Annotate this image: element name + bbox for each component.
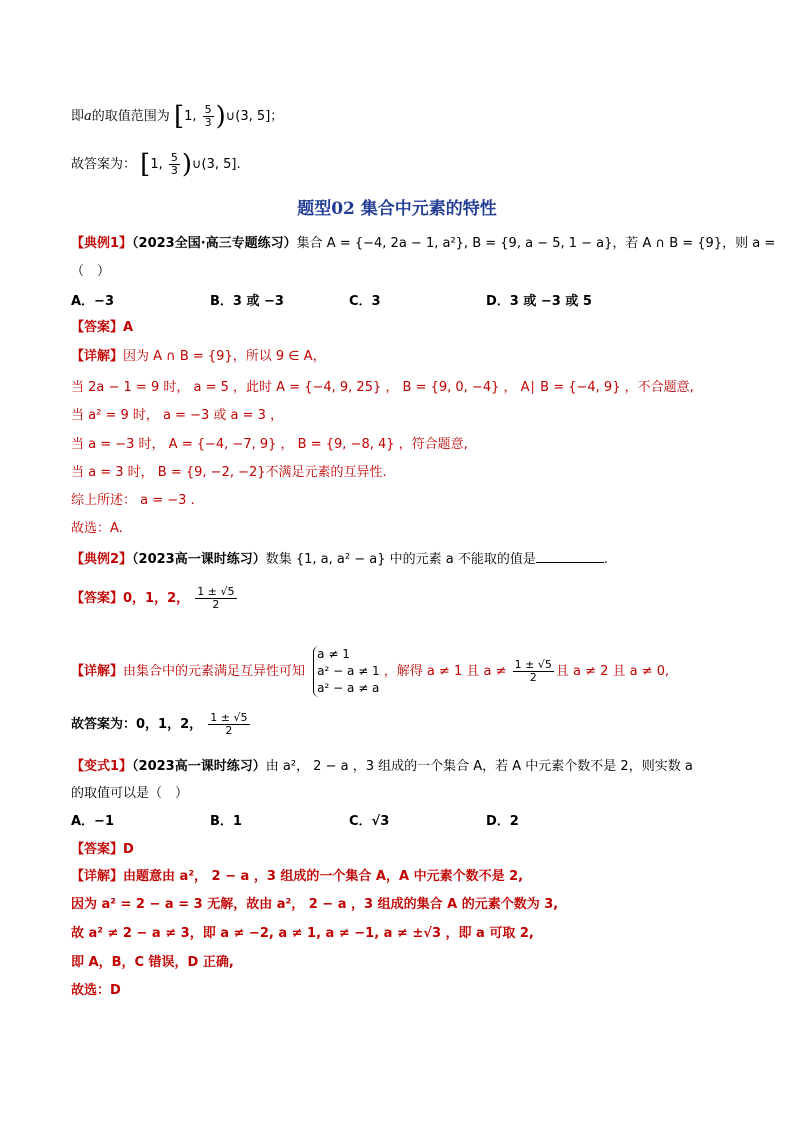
source: （2023高一课时练习） [132,759,266,774]
detail-tag: 【详解】 [71,869,124,884]
punct: . [603,552,608,567]
var1-detail-3: 故 a² ≠ 2 − a ≠ 3，即 a ≠ −2, a ≠ 1, a ≠ −1, a ≠ ±√3 ，即 a 可取 2, [71,926,534,941]
detail-tag: 【详解】 [71,349,124,364]
answer-tag: 【答案】 [71,591,124,606]
frac-den: 2 [225,724,233,737]
text: 故答案为： [71,157,137,172]
option-c: C．√3 [349,814,390,829]
bracket: [ [173,101,185,132]
frac-num: 1 ± √5 [210,711,248,724]
frac-den: 2 [529,671,537,684]
frac-den: 2 [212,598,220,611]
ex2-answer [71,586,239,611]
ex1-stem [71,234,775,254]
stem: 集合 A = {−4, 2a − 1, a²}, B = {9, a − 5, 1 − a}，若 A ∩ B = {9}，则 a = [296,236,776,251]
detail-text: 不合题意, [637,380,694,395]
answer-blank [536,550,604,563]
frac-num: 5 [204,103,212,116]
ex1-answer [71,318,133,338]
var1-detail-2: 因为 a² = 2 − a = 3 无解，故由 a²， 2 − a ，3 组成的集合 A 的元素个数为 3, [71,897,559,912]
ex1-paren: （ ） [71,264,111,279]
text: 的取值范围为 [91,109,170,124]
frac-num: 5 [170,151,178,164]
sys-eq-2: a² − a ≠ 1 [317,664,380,678]
var-a: a [84,109,92,124]
ex1-detail-6: 综上所述： a = −3 . [71,493,195,508]
option-a: A．−3 [71,294,114,309]
option-a: A．−1 [71,814,114,829]
detail-text: 当 a = 3 时， B = {9, −2, −2} [71,465,266,480]
stem: 由 a²， 2 − a ，3 组成的一个集合 A，若 A 中元素个数不是 2，则实数 a [265,759,693,774]
detail-text: 由题意由 a²， 2 − a ，3 组成的一个集合 A，A 中元素个数不是 2, [123,869,524,884]
interval-left: 1, [150,157,163,172]
detail-tag: 【详解】 [71,664,124,679]
example-tag: 【典例2】 [71,552,133,567]
answer-value: A [123,320,134,335]
ex2-stem [71,550,608,570]
interval-left: 1, [184,109,197,124]
ex1-detail-4 [71,435,468,455]
range-line [71,101,284,132]
detail-text: 符合题意, [411,437,468,452]
paren: ) [181,149,193,180]
answer-tag: 【答案】 [71,842,124,857]
ex1-detail-7: 故选：A. [71,521,123,536]
punct: . [236,157,241,172]
final-answer: 故答案为：0，1，2， [71,717,203,732]
text: 即 [71,109,85,124]
example-tag: 【变式1】 [71,759,133,774]
frac-den: 3 [204,116,212,129]
detail-text: 不满足元素的互异性. [265,465,387,480]
fraction [169,152,180,177]
option-b: B．3 或 −3 [210,294,284,309]
option-c: C．3 [349,294,381,309]
option-d: D．3 或 −3 或 5 [486,294,592,309]
frac-num: 1 ± √5 [197,585,235,598]
detail-text: 由集合中的元素满足互异性可知 [123,664,306,679]
ex2-detail [71,646,669,697]
answer-value: D [123,842,134,857]
var1-detail-4: 即 A，B，C 错误，D 正确, [71,955,234,970]
section-title: 题型02 集合中元素的特性 [297,199,497,219]
var1-answer [71,840,134,860]
sys-eq-1: a ≠ 1 [317,647,350,661]
detail-text: 当 a = −3 时， A = {−4, −7, 9} ， B = {9, −8, 4} ， [71,437,412,452]
fraction [203,104,214,129]
answer-tag: 【答案】 [71,320,124,335]
frac-num: 1 ± √5 [514,658,552,671]
fraction [513,659,554,684]
equation-system [313,646,380,697]
union-interval: ∪(3, 5] [225,109,271,124]
ex1-detail-1 [71,347,326,367]
sys-eq-3: a² − a ≠ a [317,681,380,695]
detail-text: ，解得 a ≠ 1 且 a ≠ [383,664,507,679]
option-b: B．1 [210,814,242,829]
example-tag: 【典例1】 [71,236,133,251]
source: （2023全国·高三专题练习） [132,236,297,251]
answer-value: 0，1，2， [123,591,190,606]
source: （2023高一课时练习） [132,552,266,567]
detail-text: 当 2a − 1 = 9 时， a = 5 ，此时 A = {−4, 9, 25} ， B = {9, 0, −4} ， A∣ B = {−4, 9} ， [71,380,638,395]
ex1-detail-5 [71,463,387,483]
var1-stem [71,757,693,777]
punct: ； [270,109,284,124]
option-d: D．2 [486,814,519,829]
bracket: [ [140,149,151,180]
var1-detail-5: 故选：D [71,983,121,998]
fraction [195,586,236,611]
ex1-detail-2 [71,378,694,398]
detail-text: 因为 A ∩ B = {9}，所以 9 ∈ A， [123,349,326,364]
var1-detail-1 [71,867,523,887]
frac-den: 3 [170,164,178,177]
ex1-detail-3: 当 a² = 9 时， a = −3 或 a = 3 ， [71,408,284,423]
fraction [208,712,249,737]
var1-stem-2: 的取值可以是（ ） [71,786,189,801]
answer-line [71,149,241,180]
detail-text: 且 a ≠ 2 且 a ≠ 0, [555,664,670,679]
union-interval: ∪(3, 5] [192,157,237,172]
stem: 数集 {1, a, a² − a} 中的元素 a 不能取的值是 [265,552,536,567]
paren: ) [215,101,226,132]
ex2-final [71,712,252,737]
